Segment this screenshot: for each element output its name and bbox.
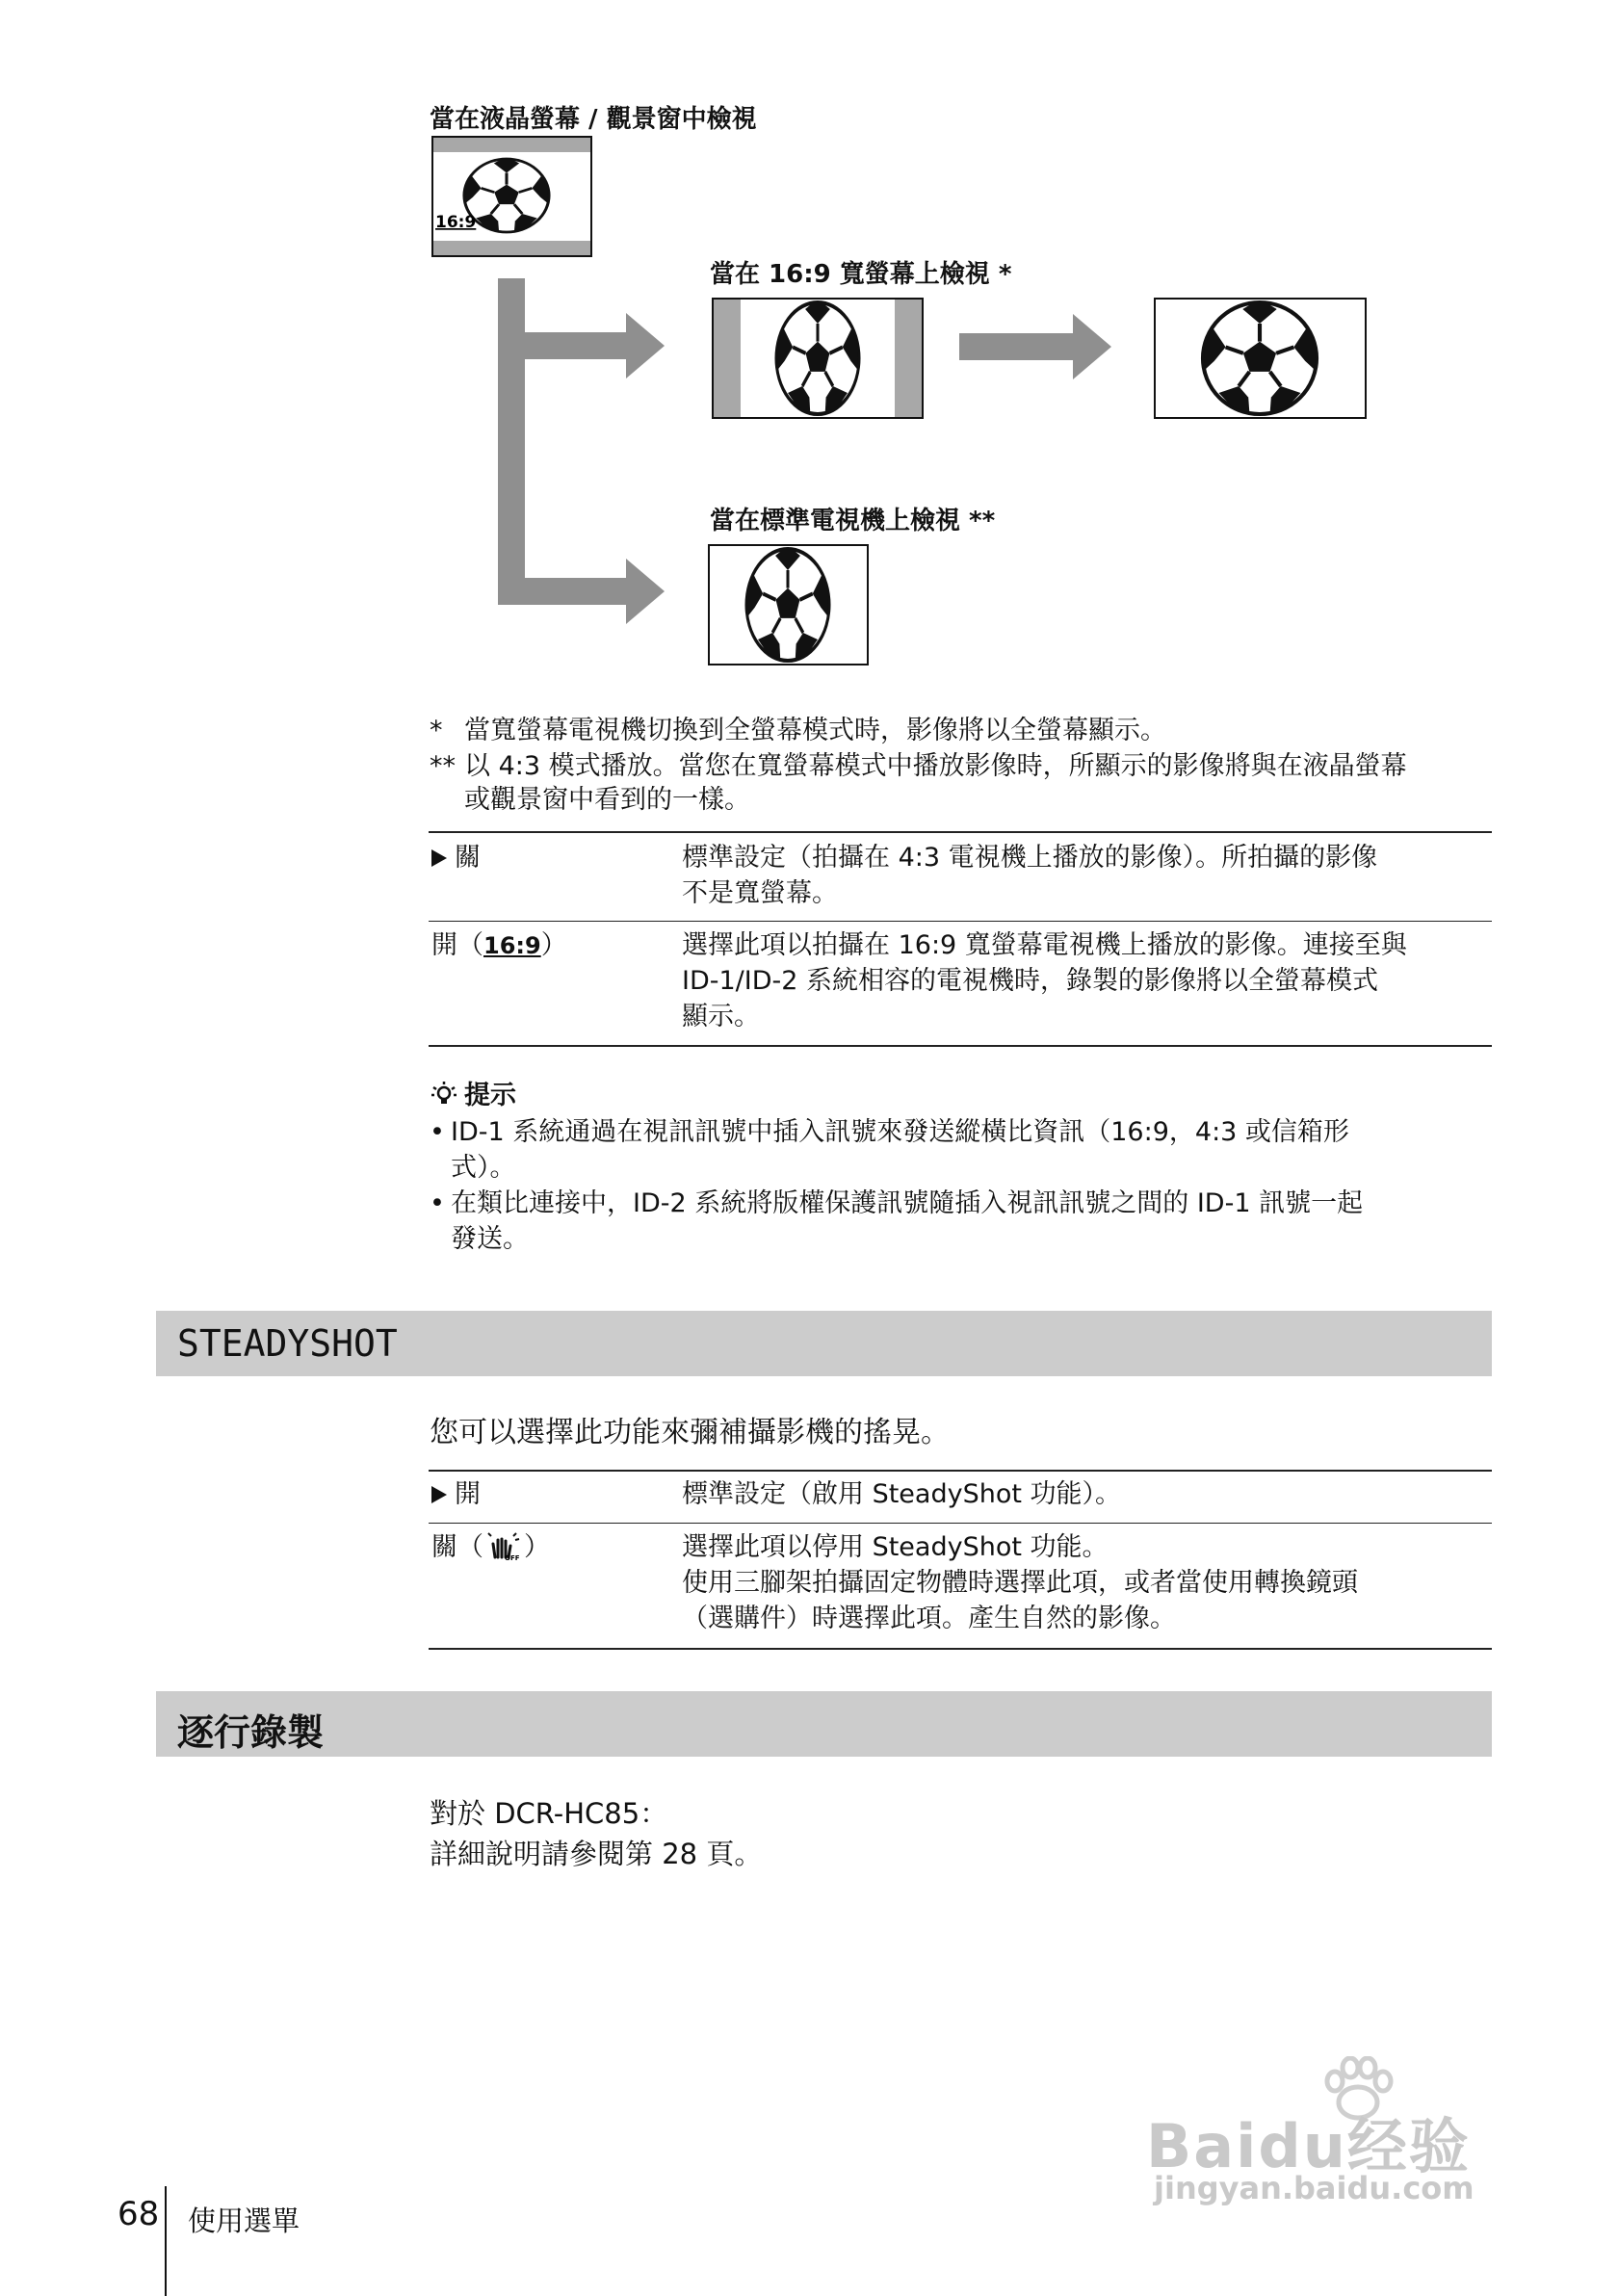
desc-line: 使用三腳架拍攝固定物體時選擇此項，或者當使用轉換鏡頭: [682, 1568, 1358, 1598]
table-rule-bottom: [429, 1648, 1492, 1650]
watermark-url: jingyan.baidu.com: [1154, 2170, 1474, 2206]
desc-line: 不是寬螢幕。: [682, 878, 838, 908]
option-label: 開（: [431, 930, 483, 960]
option-off: [431, 1529, 550, 1565]
default-marker-icon: [431, 849, 447, 867]
option-off-default: [431, 840, 481, 875]
desc-line: （選購件）時選擇此項。產生自然的影像。: [682, 1604, 1176, 1633]
body-line: 詳細說明請參閱第 28 頁。: [430, 1838, 763, 1870]
footnote-mark: **: [430, 751, 456, 781]
footnote-1: [430, 711, 1166, 751]
tip-text: ID-1 系統通過在視訊訊號中插入訊號來發送縱橫比資訊（16:9，4:3 或信箱形: [451, 1117, 1349, 1147]
option-on-desc: [682, 927, 1407, 1034]
desc-line: ID-1/ID-2 系統相容的電視機時，錄製的影像將以全螢幕模式: [682, 966, 1379, 996]
tips-header: [430, 1074, 516, 1111]
bullet: •: [430, 1117, 445, 1147]
badge-169-icon: 16:9: [435, 213, 477, 232]
desc-line: 選擇此項以停用 SteadyShot 功能。: [682, 1532, 1109, 1562]
watermark-brand-part: 经验: [1346, 2111, 1471, 2181]
section-header-steadyshot: [156, 1311, 1492, 1376]
footnote-2-cont: 或觀景窗中看到的一樣。: [464, 785, 750, 815]
table-rule-mid: [429, 1523, 1492, 1524]
default-marker-icon: [431, 1486, 447, 1503]
footnote-text: 以 4:3 模式播放。當您在寬螢幕模式中播放影像時，所顯示的影像將與在液晶螢幕: [464, 751, 1407, 781]
diagram-label-lcd: 當在液晶螢幕 / 觀景窗中檢視: [430, 105, 757, 134]
table-rule-top: [429, 1470, 1492, 1472]
option-label: 關（: [431, 1532, 483, 1562]
table-rule-mid: [429, 921, 1492, 922]
standard-tv: [709, 545, 868, 665]
wide-tv-full: [1155, 299, 1366, 418]
footnote-mark: *: [430, 716, 443, 745]
option-off-desc: [682, 840, 1377, 911]
option-on: [431, 927, 567, 964]
tips-title: 提示: [464, 1081, 516, 1110]
badge-169-icon: 16:9: [483, 932, 541, 959]
watermark-brand-part: du: [1258, 2111, 1347, 2181]
watermark-brand-part: Bai: [1146, 2111, 1259, 2181]
tip-item-1-cont: 式）。: [451, 1153, 516, 1183]
tip-item-1: [430, 1112, 1349, 1153]
option-on-default: [431, 1476, 481, 1512]
option-off-desc: [682, 1529, 1358, 1636]
footer-divider: [165, 2186, 167, 2296]
diagram-label-standard: 當在標準電視機上檢視 **: [710, 507, 996, 535]
page-number: 68: [117, 2195, 160, 2233]
table-rule-bottom: [429, 1045, 1492, 1047]
desc-line: 顯示。: [682, 1002, 760, 1031]
lcd-frame: [432, 137, 591, 256]
option-on-desc: 標準設定（啟用 SteadyShot 功能）。: [682, 1479, 1122, 1509]
section-title: 逐行錄製: [177, 1711, 325, 1754]
steadyshot-off-hand-icon: [487, 1532, 520, 1561]
tip-text: 在類比連接中，ID-2 系統將版權保護訊號隨插入視訊訊號之間的 ID-1 訊號一起: [451, 1188, 1364, 1218]
progressive-body: [430, 1793, 762, 1874]
aspect-diagram: [0, 0, 1618, 674]
bullet: •: [430, 1188, 445, 1218]
tip-item-2: [430, 1184, 1363, 1224]
desc-line: 標準設定（拍攝在 4:3 電視機上播放的影像）。所拍攝的影像: [682, 843, 1378, 873]
svg-text:OFF: OFF: [505, 1554, 520, 1561]
footer-section-label: 使用選單: [188, 2205, 300, 2237]
diagram-label-wide: 當在 16:9 寬螢幕上檢視 *: [710, 260, 1012, 289]
section-title: STEADYSHOT: [177, 1322, 398, 1365]
tip-item-2-cont: 發送。: [451, 1224, 529, 1254]
table-rule-top: [429, 831, 1492, 833]
desc-line: 選擇此項以拍攝在 16:9 寬螢幕電視機上播放的影像。連接至與: [682, 930, 1407, 960]
footnote-text: 當寬螢幕電視機切換到全螢幕模式時，影像將以全螢幕顯示。: [464, 716, 1166, 745]
option-label: 開: [455, 1479, 481, 1509]
option-label: 關: [455, 843, 481, 873]
lightbulb-icon: [430, 1080, 458, 1109]
option-label-close: ）: [524, 1532, 550, 1562]
baidu-watermark: [1146, 2056, 1531, 2206]
option-label-close: ）: [540, 930, 567, 960]
steadyshot-intro: 您可以選擇此功能來彌補攝影機的搖晃。: [430, 1416, 950, 1449]
wide-tv-pillarbox: [713, 299, 923, 418]
section-header-progressive: [156, 1691, 1492, 1757]
body-line: 對於 DCR-HC85：: [430, 1797, 668, 1830]
